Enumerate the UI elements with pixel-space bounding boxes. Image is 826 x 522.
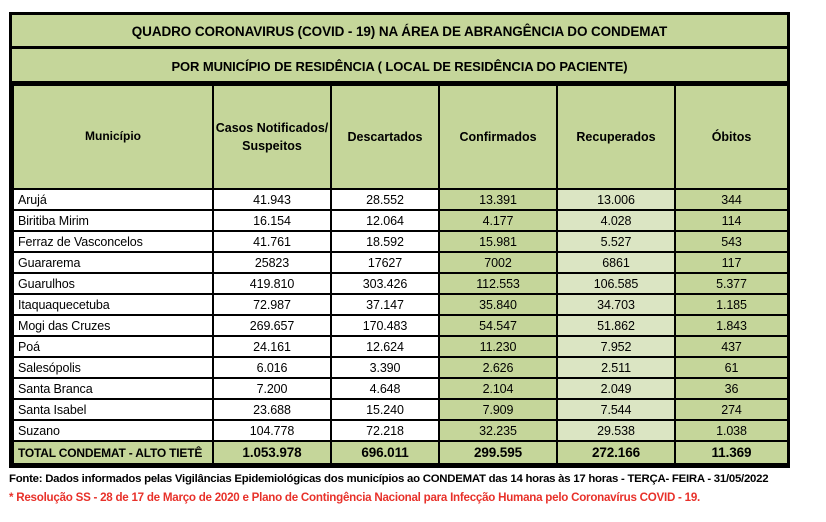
cell-casos: 41.943	[213, 189, 331, 210]
cell-recuperados: 7.952	[557, 336, 675, 357]
cell-confirmados: 2.626	[439, 357, 557, 378]
report-title: QUADRO CORONAVIRUS (COVID - 19) NA ÁREA DE ABRANGÊNCIA DO CONDEMAT	[12, 15, 787, 49]
footnote-source: Fonte: Dados informados pelas Vigilâncias Epidemiológicas dos municípios ao CONDEMAT das 14 horas às 17 horas - TERÇA- FEIRA - 31/05/2022	[9, 473, 769, 485]
table-row	[13, 357, 788, 378]
cell-recuperados: 6861	[557, 252, 675, 273]
cell-confirmados: 112.553	[439, 273, 557, 294]
cell-descartados: 18.592	[331, 231, 439, 252]
table-row	[13, 315, 788, 336]
cell-obitos: 117	[675, 252, 788, 273]
cell-descartados: 17627	[331, 252, 439, 273]
cell-recuperados: 7.544	[557, 399, 675, 420]
cell-municipio: Guarulhos	[13, 273, 213, 294]
cell-recuperados: 51.862	[557, 315, 675, 336]
cell-casos: 16.154	[213, 210, 331, 231]
total-cell-municipio: TOTAL CONDEMAT - ALTO TIETÊ	[13, 441, 213, 464]
cell-obitos: 36	[675, 378, 788, 399]
column-header-descartados: Descartados	[331, 85, 439, 189]
cell-descartados: 12.064	[331, 210, 439, 231]
covid-data-table	[12, 84, 789, 465]
table-row	[13, 399, 788, 420]
cell-casos: 269.657	[213, 315, 331, 336]
cell-casos: 24.161	[213, 336, 331, 357]
cell-casos: 104.778	[213, 420, 331, 441]
column-header-obitos: Óbitos	[675, 85, 788, 189]
cell-confirmados: 11.230	[439, 336, 557, 357]
cell-descartados: 12.624	[331, 336, 439, 357]
cell-municipio: Arujá	[13, 189, 213, 210]
cell-obitos: 1.185	[675, 294, 788, 315]
table-row	[13, 252, 788, 273]
total-cell-obitos: 11.369	[675, 441, 788, 464]
cell-descartados: 28.552	[331, 189, 439, 210]
cell-municipio: Mogi das Cruzes	[13, 315, 213, 336]
cell-recuperados: 4.028	[557, 210, 675, 231]
cell-municipio: Itaquaquecetuba	[13, 294, 213, 315]
table-row	[13, 294, 788, 315]
cell-confirmados: 4.177	[439, 210, 557, 231]
table-header-row	[13, 85, 788, 189]
cell-recuperados: 13.006	[557, 189, 675, 210]
cell-casos: 41.761	[213, 231, 331, 252]
table-total-row	[13, 441, 788, 464]
cell-confirmados: 32.235	[439, 420, 557, 441]
column-header-casos-line2: Suspeitos	[242, 139, 302, 153]
cell-municipio: Ferraz de Vasconcelos	[13, 231, 213, 252]
cell-confirmados: 15.981	[439, 231, 557, 252]
cell-confirmados: 35.840	[439, 294, 557, 315]
total-cell-casos: 1.053.978	[213, 441, 331, 464]
cell-casos: 23.688	[213, 399, 331, 420]
cell-descartados: 303.426	[331, 273, 439, 294]
cell-confirmados: 2.104	[439, 378, 557, 399]
cell-casos: 419.810	[213, 273, 331, 294]
cell-recuperados: 34.703	[557, 294, 675, 315]
cell-obitos: 274	[675, 399, 788, 420]
column-header-casos-notificados	[213, 85, 331, 189]
cell-confirmados: 54.547	[439, 315, 557, 336]
column-header-recuperados: Recuperados	[557, 85, 675, 189]
table-row	[13, 378, 788, 399]
report-subtitle: POR MUNICÍPIO DE RESIDÊNCIA ( LOCAL DE RESIDÊNCIA DO PACIENTE)	[12, 49, 787, 84]
cell-casos: 72.987	[213, 294, 331, 315]
report-frame	[9, 12, 790, 468]
table-body	[13, 189, 788, 464]
cell-casos: 6.016	[213, 357, 331, 378]
table-row	[13, 231, 788, 252]
cell-municipio: Santa Isabel	[13, 399, 213, 420]
table-row	[13, 273, 788, 294]
cell-recuperados: 106.585	[557, 273, 675, 294]
cell-recuperados: 2.049	[557, 378, 675, 399]
cell-municipio: Salesópolis	[13, 357, 213, 378]
cell-confirmados: 7002	[439, 252, 557, 273]
cell-municipio: Guararema	[13, 252, 213, 273]
cell-obitos: 1.038	[675, 420, 788, 441]
cell-obitos: 543	[675, 231, 788, 252]
footnote-resolution: * Resolução SS - 28 de 17 de Março de 2020 e Plano de Contingência Nacional para Infecção Humana pelo Coronavírus COVID - 19.	[9, 491, 701, 504]
cell-municipio: Poá	[13, 336, 213, 357]
table-header	[13, 85, 788, 189]
cell-obitos: 61	[675, 357, 788, 378]
cell-descartados: 37.147	[331, 294, 439, 315]
cell-recuperados: 2.511	[557, 357, 675, 378]
column-header-casos-line1: Casos Notificados/	[215, 120, 329, 135]
table-row	[13, 420, 788, 441]
cell-obitos: 1.843	[675, 315, 788, 336]
total-cell-descartados: 696.011	[331, 441, 439, 464]
cell-recuperados: 29.538	[557, 420, 675, 441]
footnotes	[9, 470, 821, 508]
cell-confirmados: 13.391	[439, 189, 557, 210]
table-row	[13, 210, 788, 231]
cell-obitos: 344	[675, 189, 788, 210]
cell-municipio: Santa Branca	[13, 378, 213, 399]
cell-descartados: 72.218	[331, 420, 439, 441]
cell-municipio: Suzano	[13, 420, 213, 441]
total-cell-recuperados: 272.166	[557, 441, 675, 464]
cell-descartados: 170.483	[331, 315, 439, 336]
cell-descartados: 4.648	[331, 378, 439, 399]
table-row	[13, 189, 788, 210]
total-cell-confirmados: 299.595	[439, 441, 557, 464]
cell-recuperados: 5.527	[557, 231, 675, 252]
cell-descartados: 15.240	[331, 399, 439, 420]
cell-descartados: 3.390	[331, 357, 439, 378]
cell-confirmados: 7.909	[439, 399, 557, 420]
cell-obitos: 437	[675, 336, 788, 357]
cell-casos: 25823	[213, 252, 331, 273]
cell-casos: 7.200	[213, 378, 331, 399]
table-row	[13, 336, 788, 357]
cell-municipio: Biritiba Mirim	[13, 210, 213, 231]
cell-obitos: 5.377	[675, 273, 788, 294]
column-header-confirmados: Confirmados	[439, 85, 557, 189]
column-header-municipio: Município	[13, 85, 213, 189]
cell-obitos: 114	[675, 210, 788, 231]
